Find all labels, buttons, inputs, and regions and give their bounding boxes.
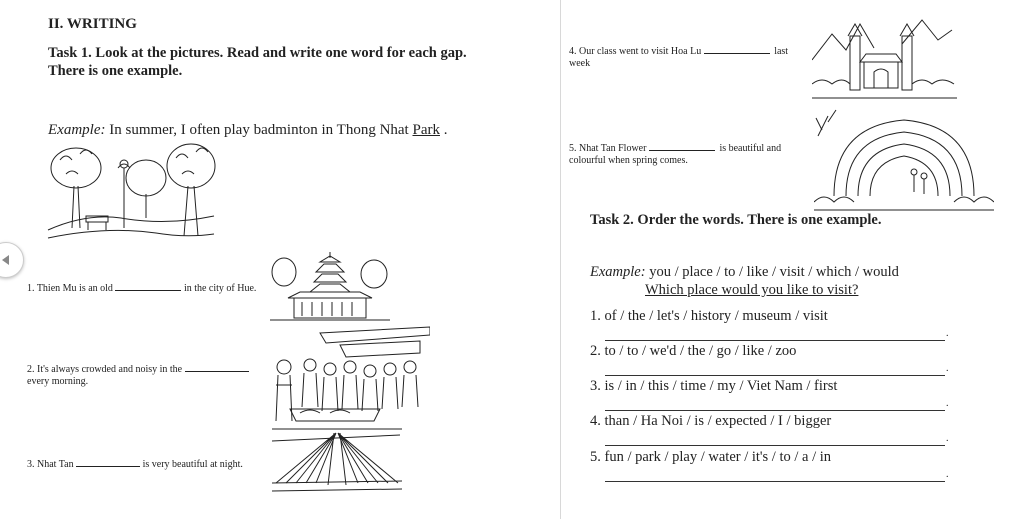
task2-period-1: .: [946, 328, 949, 339]
q2-text-line2: every morning.: [27, 376, 89, 387]
q3-blank[interactable]: [76, 466, 140, 467]
bridge-illustration: [272, 425, 402, 497]
task2-item-1: 1. of / the / let's / history / museum / visit: [590, 308, 828, 324]
hoa-lu-temple-illustration: [812, 14, 957, 102]
task2-period-5: .: [946, 469, 949, 480]
task2-item-3: 3. is / in / this / time / my / Viet Nam / first: [590, 378, 838, 394]
task1-q3: [27, 459, 243, 471]
q5-text-before: 5. Nhat Tan Flower: [569, 143, 647, 154]
task2-example-words: you / place / to / like / visit / which / would: [649, 264, 899, 280]
q1-text-before: 1. Thien Mu is an old: [27, 283, 113, 294]
q4-text-before: 4. Our class went to visit Hoa Lu: [569, 46, 702, 57]
q4-text-line2: week: [569, 58, 591, 69]
task1-heading: [48, 44, 528, 80]
task2-answer-line-4[interactable]: [605, 445, 945, 446]
task2-example-answer: Which place would you like to visit?: [645, 282, 859, 298]
task1-heading-line1: Task 1. Look at the pictures. Read and write one word for each gap.: [48, 45, 467, 61]
q3-text-before: 3. Nhat Tan: [27, 459, 74, 470]
task2-answer-line-2[interactable]: [605, 375, 945, 376]
task2-heading: Task 2. Order the words. There is one example.: [590, 212, 882, 228]
task1-q4: [569, 46, 788, 70]
task1-example-label: Example:: [48, 122, 106, 138]
task2-item-2: 2. to / to / we'd / the / go / like / zoo: [590, 343, 797, 359]
q5-text-line2: colourful when spring comes.: [569, 155, 688, 166]
q4-text-after: last: [774, 46, 789, 57]
column-divider: [560, 0, 561, 519]
q3-text-after: is very beautiful at night.: [142, 459, 243, 470]
task1-q2: [27, 364, 249, 388]
q2-text-before: 2. It's always crowded and noisy in the: [27, 364, 183, 375]
park-illustration: [46, 138, 216, 243]
task2-answer-line-5[interactable]: [605, 481, 945, 482]
task2-example: [590, 264, 899, 281]
task2-answer-line-3[interactable]: [605, 410, 945, 411]
flower-arch-illustration: [814, 106, 994, 212]
task1-example-answer: Park: [412, 122, 440, 138]
pagoda-illustration: [270, 250, 390, 322]
task1-heading-line2: There is one example.: [48, 63, 183, 79]
q4-blank[interactable]: [704, 53, 770, 54]
q5-blank[interactable]: [649, 150, 715, 151]
task1-example-period: .: [443, 122, 448, 138]
previous-page-button[interactable]: [0, 242, 24, 278]
task2-period-3: .: [946, 398, 949, 409]
task2-period-4: .: [946, 433, 949, 444]
chevron-left-icon: [0, 254, 12, 266]
q1-text-after: in the city of Hue.: [183, 283, 257, 294]
task1-q5: [569, 143, 781, 167]
task2-answer-line-1[interactable]: [605, 340, 945, 341]
task2-item-5: 5. fun / park / play / water / it's / to / a / in: [590, 449, 832, 465]
task1-example: [48, 122, 447, 139]
q1-blank[interactable]: [115, 290, 181, 291]
task1-example-text: In summer, I often play badminton in Thong Nhat: [109, 122, 409, 138]
section-title: II. WRITING: [48, 16, 137, 32]
task1-q1: [27, 283, 256, 295]
task2-item-4: 4. than / Ha Noi / is / expected / I / bigger: [590, 413, 832, 429]
task2-example-label: Example:: [590, 264, 646, 280]
market-illustration: [270, 325, 430, 425]
task2-period-2: .: [946, 363, 949, 374]
q5-text-after: is beautiful and: [719, 143, 782, 154]
q2-blank[interactable]: [185, 371, 249, 372]
